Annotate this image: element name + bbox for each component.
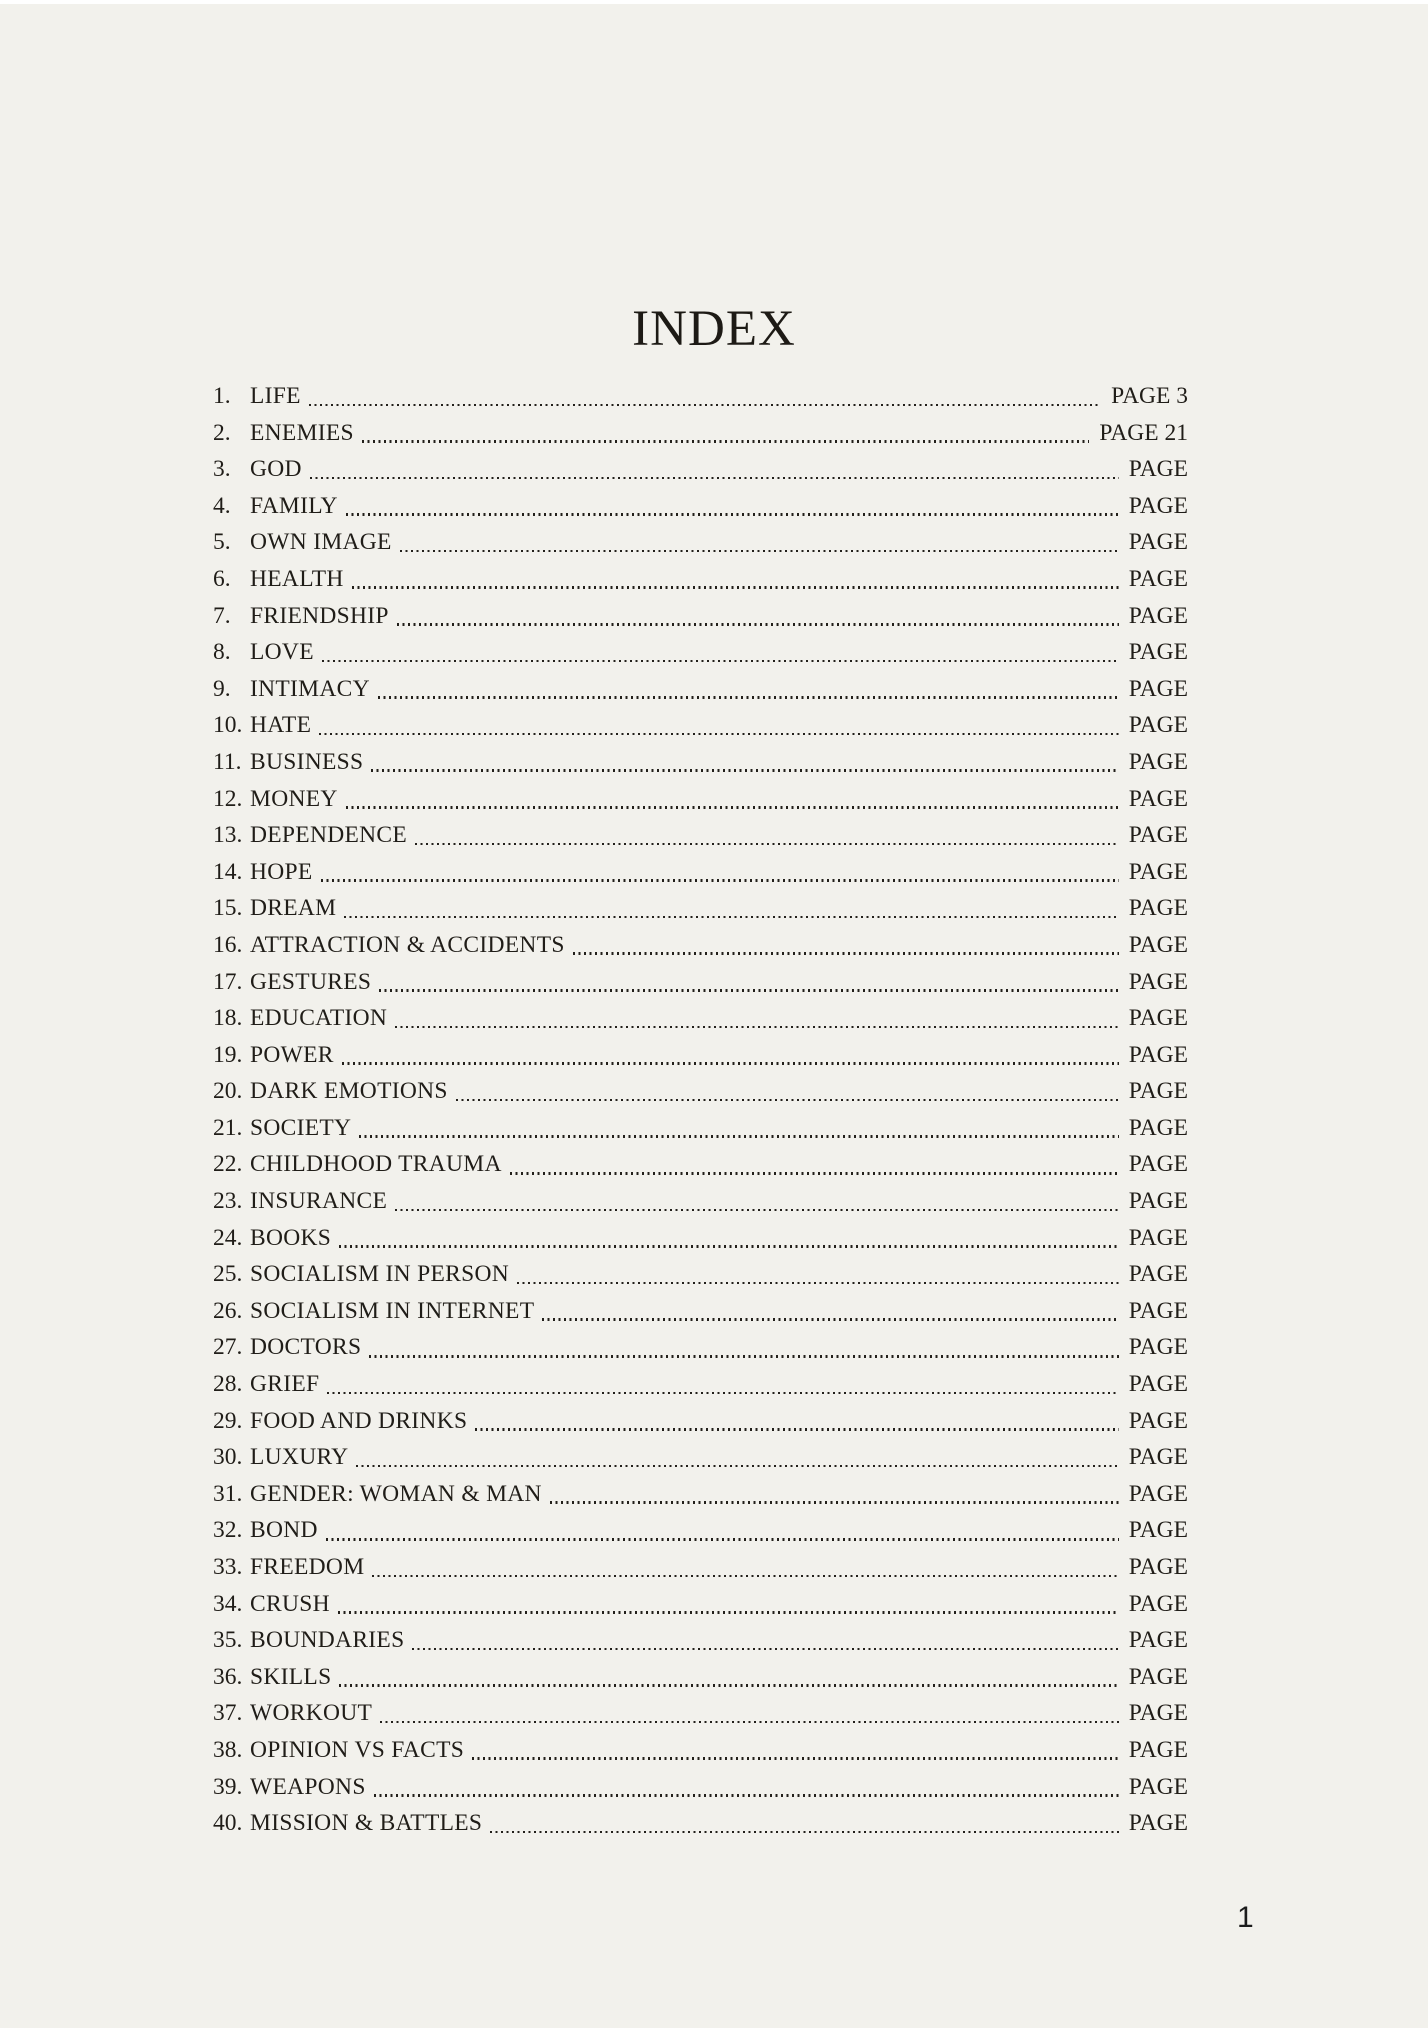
index-row [213, 707, 1188, 744]
index-row [213, 744, 1188, 781]
index-entry-number: 36. [213, 1663, 243, 1690]
index-entry-number: 30. [213, 1444, 243, 1471]
index-entry-number: 7. [213, 602, 231, 629]
index-entry-label: LOVE [250, 639, 314, 666]
index-entry-number: 34. [213, 1590, 243, 1617]
index-row [213, 1183, 1188, 1220]
index-row [213, 1366, 1188, 1403]
index-row [213, 1732, 1188, 1769]
dot-leader [342, 1062, 1119, 1065]
dot-leader [380, 1721, 1119, 1724]
index-entry-label: OPINION VS FACTS [250, 1736, 465, 1763]
index-row [213, 378, 1188, 415]
index-entry-label: INTIMACY [250, 675, 370, 702]
index-entry-label: LIFE [250, 383, 301, 409]
index-row [213, 927, 1188, 964]
index-entry-page-ref: PAGE [1128, 1407, 1188, 1434]
index-entry-number: 25. [213, 1261, 243, 1288]
index-entry-number: 35. [213, 1627, 243, 1654]
index-entry-label: HATE [250, 712, 312, 739]
index-entry-label: INSURANCE [250, 1188, 388, 1215]
index-entry-label: LUXURY [250, 1444, 349, 1471]
index-entry-page-ref: PAGE [1128, 1188, 1188, 1215]
dot-leader [378, 696, 1119, 699]
dot-leader [346, 513, 1119, 516]
dot-leader [542, 1318, 1118, 1321]
dot-leader [412, 1648, 1118, 1651]
dot-leader [372, 1575, 1118, 1578]
index-entry-label: WORKOUT [250, 1700, 373, 1727]
dot-leader [573, 952, 1119, 955]
index-entry-number: 20. [213, 1078, 243, 1105]
index-entry-label: BOOKS [250, 1224, 332, 1251]
index-row [213, 598, 1188, 635]
index-entry-page-ref: PAGE [1128, 456, 1188, 483]
index-row [213, 1403, 1188, 1440]
index-row [213, 1256, 1188, 1293]
index-entry-page-ref: PAGE [1128, 639, 1188, 666]
index-entry-page-ref: PAGE [1128, 968, 1188, 995]
index-entry-label: MISSION & BATTLES [250, 1810, 483, 1837]
index-row [213, 1622, 1188, 1659]
index-entry-number: 39. [213, 1773, 243, 1800]
index-entry-number: 24. [213, 1224, 243, 1251]
page-number: 1 [1237, 1901, 1254, 1934]
index-row [213, 451, 1188, 488]
index-entry-label: CHILDHOOD TRAUMA [250, 1151, 502, 1178]
index-entry-number: 8. [213, 639, 231, 666]
index-row [213, 1476, 1188, 1513]
index-entry-page-ref: PAGE [1128, 1114, 1188, 1141]
index-row [213, 1586, 1188, 1623]
index-entry-label: GENDER: WOMAN & MAN [250, 1480, 542, 1507]
index-entry-page-ref: PAGE [1128, 1444, 1188, 1471]
index-entry-label: BOUNDARIES [250, 1627, 405, 1654]
index-entry-number: 33. [213, 1554, 243, 1580]
dot-leader [359, 1135, 1118, 1138]
index-entry-page-ref: PAGE [1128, 529, 1188, 556]
dot-leader [309, 404, 1101, 407]
dot-leader [510, 1172, 1119, 1175]
index-entry-page-ref: PAGE [1128, 931, 1188, 958]
index-entry-number: 6. [213, 565, 231, 592]
index-list [213, 378, 1188, 1842]
dot-leader [319, 733, 1119, 736]
index-entry-page-ref: PAGE [1128, 492, 1188, 519]
index-entry-label: DOCTORS [250, 1334, 362, 1361]
dot-leader [321, 879, 1119, 882]
index-row [213, 1073, 1188, 1110]
index-entry-label: HEALTH [250, 565, 344, 592]
dot-leader [326, 1538, 1119, 1541]
index-entry-number: 5. [213, 529, 231, 556]
index-entry-page-ref: PAGE [1128, 675, 1188, 702]
index-row [213, 964, 1188, 1001]
index-entry-page-ref: PAGE [1128, 1078, 1188, 1105]
index-entry-number: 21. [213, 1114, 243, 1141]
index-entry-number: 26. [213, 1297, 243, 1324]
index-entry-label: OWN IMAGE [250, 529, 392, 556]
index-row [213, 561, 1188, 598]
index-entry-number: 10. [213, 712, 243, 739]
index-entry-label: POWER [250, 1041, 334, 1068]
dot-leader [356, 1465, 1118, 1468]
index-entry-number: 22. [213, 1151, 243, 1178]
dot-leader [362, 440, 1089, 443]
index-row [213, 1000, 1188, 1037]
dot-leader [400, 550, 1119, 553]
index-entry-number: 13. [213, 822, 243, 849]
index-row [213, 1512, 1188, 1549]
index-entry-number: 9. [213, 675, 231, 702]
index-entry-number: 15. [213, 895, 243, 922]
index-entry-page-ref: PAGE [1128, 1773, 1188, 1800]
index-entry-page-ref: PAGE [1128, 1005, 1188, 1032]
index-entry-label: ENEMIES [250, 419, 354, 446]
index-entry-page-ref: PAGE [1128, 565, 1188, 592]
index-entry-page-ref: PAGE [1128, 1627, 1188, 1654]
index-row [213, 1037, 1188, 1074]
dot-leader [339, 1684, 1118, 1687]
index-row [213, 1293, 1188, 1330]
index-row [213, 1329, 1188, 1366]
index-row [213, 817, 1188, 854]
index-row [213, 671, 1188, 708]
index-row [213, 1659, 1188, 1696]
index-row [213, 1549, 1188, 1586]
index-row [213, 854, 1188, 891]
index-entry-label: MONEY [250, 785, 338, 812]
index-entry-label: SOCIALISM IN INTERNET [250, 1297, 535, 1324]
index-entry-page-ref: PAGE [1128, 1041, 1188, 1068]
dot-leader [475, 1428, 1118, 1431]
index-entry-page-ref: PAGE [1128, 1700, 1188, 1727]
index-entry-label: GESTURES [250, 968, 372, 995]
index-row [213, 1695, 1188, 1732]
index-entry-page-ref: PAGE 3 [1111, 383, 1188, 409]
dot-leader [490, 1831, 1118, 1834]
page-title: INDEX [632, 301, 796, 357]
index-entry-page-ref: PAGE [1128, 785, 1188, 812]
index-entry-number: 23. [213, 1188, 243, 1215]
index-row [213, 524, 1188, 561]
index-entry-label: BOND [250, 1517, 318, 1544]
index-entry-number: 27. [213, 1334, 243, 1361]
index-row [213, 781, 1188, 818]
dot-leader [352, 586, 1119, 589]
index-entry-label: WEAPONS [250, 1773, 366, 1800]
dot-leader [346, 806, 1119, 809]
index-entry-page-ref: PAGE [1128, 1480, 1188, 1507]
index-entry-page-ref: PAGE [1128, 1663, 1188, 1690]
index-entry-label: DARK EMOTIONS [250, 1078, 448, 1105]
dot-leader [397, 623, 1119, 626]
index-entry-page-ref: PAGE [1128, 712, 1188, 739]
index-entry-page-ref: PAGE [1128, 895, 1188, 922]
index-entry-label: SOCIALISM IN PERSON [250, 1261, 510, 1288]
index-entry-page-ref: PAGE [1128, 602, 1188, 629]
index-entry-page-ref: PAGE [1128, 1517, 1188, 1544]
dot-leader [338, 1611, 1119, 1614]
index-entry-number: 38. [213, 1736, 243, 1763]
index-entry-number: 3. [213, 456, 231, 483]
index-row [213, 488, 1188, 525]
index-entry-page-ref: PAGE [1128, 1371, 1188, 1398]
dot-leader [369, 1355, 1118, 1358]
index-row [213, 1805, 1188, 1842]
dot-leader [517, 1282, 1119, 1285]
index-entry-number: 18. [213, 1005, 243, 1032]
index-entry-number: 19. [213, 1041, 243, 1068]
index-entry-page-ref: PAGE [1128, 822, 1188, 849]
index-entry-label: HOPE [250, 858, 313, 885]
dot-leader [327, 1392, 1118, 1395]
page-top-edge [0, 0, 1428, 4]
index-entry-label: EDUCATION [250, 1005, 388, 1032]
index-entry-number: 31. [213, 1480, 243, 1507]
index-entry-page-ref: PAGE [1128, 748, 1188, 775]
index-row [213, 1439, 1188, 1476]
index-entry-number: 2. [213, 419, 231, 446]
index-entry-label: DREAM [250, 895, 337, 922]
index-entry-page-ref: PAGE [1128, 1224, 1188, 1251]
index-entry-label: SKILLS [250, 1663, 332, 1690]
index-entry-number: 1. [213, 383, 231, 409]
index-entry-label: DEPENDENCE [250, 822, 408, 849]
index-entry-number: 16. [213, 931, 243, 958]
index-row [213, 415, 1188, 452]
index-entry-number: 12. [213, 785, 243, 812]
index-entry-number: 37. [213, 1700, 243, 1727]
dot-leader [371, 769, 1118, 772]
index-entry-label: FRIENDSHIP [250, 602, 389, 629]
dot-leader [379, 989, 1119, 992]
index-entry-number: 40. [213, 1810, 243, 1837]
index-row [213, 1220, 1188, 1257]
index-row [213, 890, 1188, 927]
dot-leader [374, 1794, 1119, 1797]
index-entry-label: FREEDOM [250, 1554, 365, 1580]
index-row [213, 1769, 1188, 1806]
index-entry-label: FOOD AND DRINKS [250, 1407, 468, 1434]
dot-leader [339, 1245, 1119, 1248]
index-entry-page-ref: PAGE [1128, 1810, 1188, 1837]
index-entry-page-ref: PAGE [1128, 1261, 1188, 1288]
index-row [213, 634, 1188, 671]
dot-leader [456, 1099, 1119, 1102]
index-entry-page-ref: PAGE [1128, 1151, 1188, 1178]
dot-leader [472, 1757, 1119, 1760]
index-row [213, 1146, 1188, 1183]
index-entry-label: CRUSH [250, 1590, 330, 1617]
index-entry-number: 4. [213, 492, 231, 519]
index-entry-page-ref: PAGE 21 [1099, 419, 1188, 446]
index-entry-page-ref: PAGE [1128, 1334, 1188, 1361]
index-entry-page-ref: PAGE [1128, 1297, 1188, 1324]
dot-leader [415, 843, 1119, 846]
index-entry-number: 14. [213, 858, 243, 885]
dot-leader [322, 660, 1119, 663]
index-entry-label: SOCIETY [250, 1114, 352, 1141]
index-entry-number: 28. [213, 1371, 243, 1398]
dot-leader [550, 1501, 1119, 1504]
index-entry-label: BUSINESS [250, 748, 364, 775]
dot-leader [310, 477, 1119, 480]
index-entry-page-ref: PAGE [1128, 1736, 1188, 1763]
index-entry-page-ref: PAGE [1128, 858, 1188, 885]
index-entry-label: ATTRACTION & ACCIDENTS [250, 931, 565, 958]
index-entry-number: 32. [213, 1517, 243, 1544]
index-entry-number: 29. [213, 1407, 243, 1434]
index-entry-number: 11. [213, 748, 242, 775]
dot-leader [344, 916, 1118, 919]
index-entry-label: GRIEF [250, 1371, 320, 1398]
index-entry-page-ref: PAGE [1128, 1590, 1188, 1617]
index-entry-number: 17. [213, 968, 243, 995]
index-entry-label: FAMILY [250, 492, 338, 519]
index-entry-page-ref: PAGE [1128, 1554, 1188, 1580]
index-entry-label: GOD [250, 456, 302, 483]
index-row [213, 1110, 1188, 1147]
dot-leader [395, 1026, 1119, 1029]
dot-leader [395, 1209, 1119, 1212]
